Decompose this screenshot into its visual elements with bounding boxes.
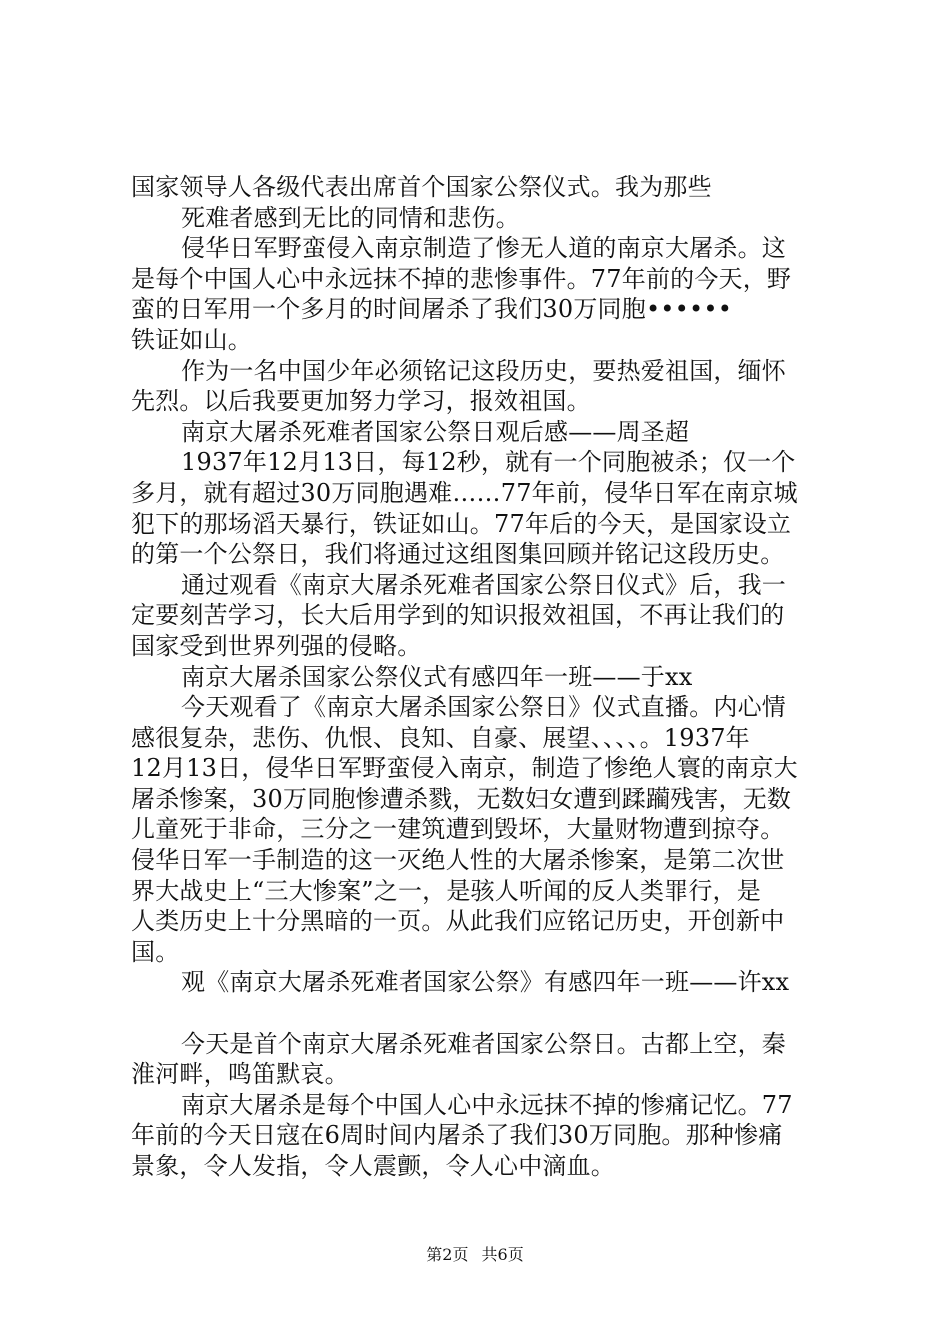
text-line: 死难者感到无比的同情和悲伤。	[181, 203, 520, 232]
text-line: 定要刻苦学习，长大后用学到的知识报效祖国，不再让我们的	[131, 601, 785, 630]
page-total: 共6页	[481, 1245, 524, 1264]
text-line: 侵华日军一手制造的这一灭绝人性的大屠杀惨案，是第二次世	[131, 846, 785, 875]
document-body	[131, 172, 831, 1182]
text-line: 淮河畔，鸣笛默哀。	[131, 1060, 349, 1089]
text-line: 是每个中国人心中永远抹不掉的悲惨事件。77年前的今天，野	[131, 264, 792, 293]
text-line: 通过观看《南京大屠杀死难者国家公祭日仪式》后，我一	[181, 570, 786, 599]
page-footer	[0, 1245, 950, 1265]
text-line: 今天观看了《南京大屠杀国家公祭日》仪式直播。内心情	[181, 693, 786, 722]
text-line: 观《南京大屠杀死难者国家公祭》有感四年一班——许xx	[181, 968, 790, 997]
text-line: 国家受到世界列强的侵略。	[131, 631, 422, 660]
text-line: 感很复杂，悲伤、仇恨、良知、自豪、展望、、、、。1937年	[131, 723, 750, 752]
text-line: 的第一个公祭日，我们将通过这组图集回顾并铭记这段历史。	[131, 540, 785, 569]
text-line: 儿童死于非命，三分之一建筑遭到毁坏，大量财物遭到掠夺。	[131, 815, 785, 844]
text-line: 犯下的那场滔天暴行，铁证如山。77年后的今天，是国家设立	[131, 509, 792, 538]
text-line: 12月13日，侵华日军野蛮侵入南京，制造了惨绝人寰的南京大	[131, 754, 798, 783]
text-line: 南京大屠杀是每个中国人心中永远抹不掉的惨痛记忆。77	[181, 1090, 793, 1119]
text-line: 1937年12月13日，每12秒，就有一个同胞被杀；仅一个	[181, 448, 796, 477]
text-line: 今天是首个南京大屠杀死难者国家公祭日。古都上空，秦	[181, 1029, 786, 1058]
text-line: 人类历史上十分黑暗的一页。从此我们应铭记历史，开创新中	[131, 907, 785, 936]
text-line: 年前的今天日寇在6周时间内屠杀了我们30万同胞。那种惨痛	[131, 1121, 783, 1150]
text-line: 景象，令人发指，令人震颤，令人心中滴血。	[131, 1152, 615, 1180]
text-line: 界大战史上“三大惨案”之一，是骇人听闻的反人类罪行，是	[131, 876, 761, 905]
text-line: 作为一名中国少年必须铭记这段历史，要热爱祖国，缅怀	[181, 356, 786, 385]
text-line	[131, 998, 831, 1029]
text-line: 屠杀惨案，30万同胞惨遭杀戮，无数妇女遭到蹂躏残害，无数	[131, 784, 792, 813]
text-line: 蛮的日军用一个多月的时间屠杀了我们30万同胞••••••	[131, 295, 733, 324]
text-line: 多月，就有超过30万同胞遇难……77年前，侵华日军在南京城	[131, 478, 798, 507]
text-line: 国家领导人各级代表出席首个国家公祭仪式。我为那些	[131, 173, 712, 201]
text-line: 先烈。以后我要更加努力学习，报效祖国。	[131, 387, 591, 416]
text-line: 国。	[131, 937, 180, 966]
text-line: 南京大屠杀国家公祭仪式有感四年一班——于xx	[181, 662, 693, 691]
text-line: 铁证如山。	[131, 325, 252, 354]
text-line: 侵华日军野蛮侵入南京制造了惨无人道的南京大屠杀。这	[181, 234, 786, 263]
page-number: 第2页	[426, 1245, 469, 1264]
text-line: 南京大屠杀死难者国家公祭日观后感——周圣超	[181, 417, 690, 446]
